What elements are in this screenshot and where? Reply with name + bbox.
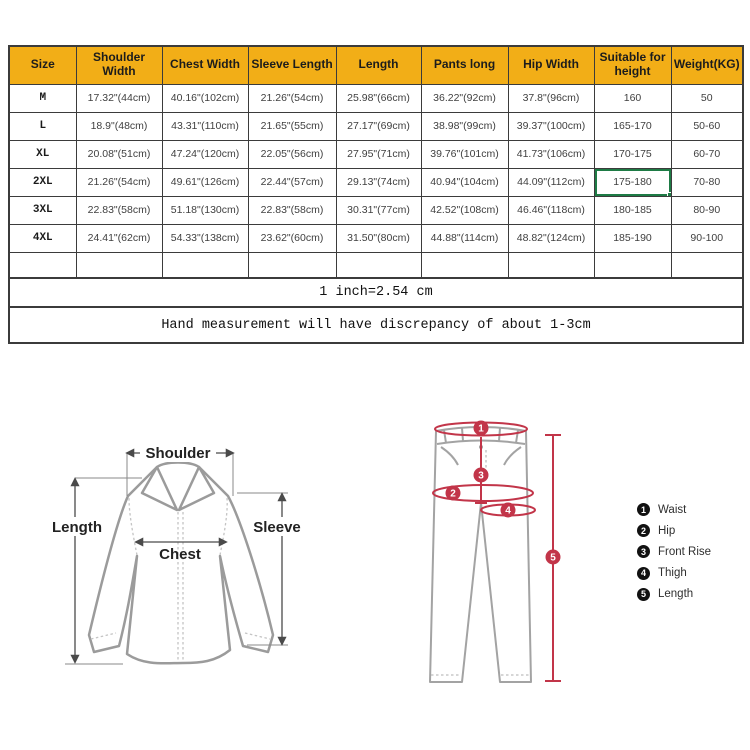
chest-label: Chest <box>159 546 201 563</box>
size-label: M <box>9 84 76 112</box>
measurement-cell: 50 <box>671 84 743 112</box>
measurement-cell: 165-170 <box>594 112 671 140</box>
size-label: 4XL <box>9 224 76 252</box>
header-shoulder-width: Shoulder Width <box>76 46 162 84</box>
legend-label: Waist <box>658 503 687 516</box>
measurement-cell: 29.13"(74cm) <box>336 168 421 196</box>
waist-marker: 1 <box>478 423 484 435</box>
measurement-cell: 50-60 <box>671 112 743 140</box>
measurement-cell: 160 <box>594 84 671 112</box>
table-row-4xl <box>9 224 743 252</box>
measurement-cell: 43.31"(110cm) <box>162 112 248 140</box>
measurement-cell: 39.37"(100cm) <box>508 112 594 140</box>
measurement-cell: 18.9"(48cm) <box>76 112 162 140</box>
table-row-m <box>9 84 743 112</box>
measurement-cell: 90-100 <box>671 224 743 252</box>
measurement-cell: 25.98"(66cm) <box>336 84 421 112</box>
measurement-cell: 185-190 <box>594 224 671 252</box>
size-label: 2XL <box>9 168 76 196</box>
header-size: Size <box>9 46 76 84</box>
legend-item-hip <box>637 524 711 537</box>
header-hip-width: Hip Width <box>508 46 594 84</box>
measurement-cell: 44.88"(114cm) <box>421 224 508 252</box>
measurement-cell: 70-80 <box>671 168 743 196</box>
measurement-cell: 40.16"(102cm) <box>162 84 248 112</box>
measurement-cell: 17.32"(44cm) <box>76 84 162 112</box>
legend-item-length <box>637 588 711 601</box>
legend-label: Front Rise <box>658 545 712 558</box>
measurement-cell: 24.41"(62cm) <box>76 224 162 252</box>
legend-number-badge: 4 <box>637 567 650 580</box>
measurement-cell: 37.8"(96cm) <box>508 84 594 112</box>
length-marker: 5 <box>550 552 556 564</box>
measurement-cell: 170-175 <box>594 140 671 168</box>
measurement-cell: 22.44"(57cm) <box>248 168 336 196</box>
empty-cell <box>336 252 421 278</box>
measurement-cell: 20.08"(51cm) <box>76 140 162 168</box>
empty-cell <box>248 252 336 278</box>
measurement-cell: 47.24"(120cm) <box>162 140 248 168</box>
legend-label: Length <box>658 588 694 601</box>
measurement-cell: 51.18"(130cm) <box>162 196 248 224</box>
legend-item-front-rise <box>637 545 711 558</box>
note-inch-text: 1 inch=2.54 cm <box>9 278 743 307</box>
measurement-cell: 42.52"(108cm) <box>421 196 508 224</box>
header-chest-width: Chest Width <box>162 46 248 84</box>
selection-fill-handle <box>667 192 672 197</box>
measurement-cell: 180-185 <box>594 196 671 224</box>
legend-number-badge: 3 <box>637 545 650 558</box>
table-row-2xl <box>9 168 743 196</box>
shoulder-label: Shoulder <box>145 445 211 462</box>
legend-item-waist <box>637 503 711 516</box>
measurement-cell: 41.73"(106cm) <box>508 140 594 168</box>
header-length: Length <box>336 46 421 84</box>
header-weight: Weight(KG) <box>671 46 743 84</box>
header-sleeve-length: Sleeve Length <box>248 46 336 84</box>
hip-marker: 2 <box>450 488 456 500</box>
measurement-cell: 31.50"(80cm) <box>336 224 421 252</box>
size-label: 3XL <box>9 196 76 224</box>
measurement-cell: 22.05"(56cm) <box>248 140 336 168</box>
measurement-cell: 39.76"(101cm) <box>421 140 508 168</box>
measurement-cell: 21.26"(54cm) <box>248 84 336 112</box>
empty-cell <box>671 252 743 278</box>
shirt-diagram <box>30 400 330 700</box>
legend-number-badge: 2 <box>637 524 650 537</box>
legend-number-badge: 1 <box>637 503 650 516</box>
measurement-cell: 21.26"(54cm) <box>76 168 162 196</box>
note-measure-text: Hand measurement will have discrepancy of about 1-3cm <box>9 307 743 343</box>
measurement-cell: 22.83"(58cm) <box>76 196 162 224</box>
measurement-cell: 38.98"(99cm) <box>421 112 508 140</box>
front-rise-marker: 3 <box>478 470 484 482</box>
table-header-row <box>9 46 743 84</box>
measurement-cell: 49.61"(126cm) <box>162 168 248 196</box>
empty-cell <box>9 252 76 278</box>
table-row-l <box>9 112 743 140</box>
empty-cell <box>508 252 594 278</box>
empty-row <box>9 252 743 278</box>
selected-cell: 175-180 <box>594 168 671 196</box>
empty-cell <box>594 252 671 278</box>
size-label: XL <box>9 140 76 168</box>
thigh-marker: 4 <box>505 505 511 517</box>
note-measure-row <box>9 307 743 343</box>
measurement-cell: 23.62"(60cm) <box>248 224 336 252</box>
legend-item-thigh <box>637 567 711 580</box>
measurement-cell: 30.31"(77cm) <box>336 196 421 224</box>
empty-cell <box>76 252 162 278</box>
empty-cell <box>421 252 508 278</box>
measurement-cell: 46.46"(118cm) <box>508 196 594 224</box>
measurement-cell: 27.17"(69cm) <box>336 112 421 140</box>
table-row-3xl <box>9 196 743 224</box>
sleeve-label: Sleeve <box>253 519 301 536</box>
size-label: L <box>9 112 76 140</box>
measurement-cell: 80-90 <box>671 196 743 224</box>
measurement-cell: 48.82"(124cm) <box>508 224 594 252</box>
measurement-cell: 54.33"(138cm) <box>162 224 248 252</box>
measurement-cell: 21.65"(55cm) <box>248 112 336 140</box>
legend-number-badge: 5 <box>637 588 650 601</box>
length-label: Length <box>52 519 102 536</box>
pants-legend <box>637 503 711 609</box>
legend-label: Hip <box>658 524 676 537</box>
size-table <box>8 45 744 344</box>
measurement-cell: 36.22"(92cm) <box>421 84 508 112</box>
measurement-cell: 44.09"(112cm) <box>508 168 594 196</box>
measurement-cell: 40.94"(104cm) <box>421 168 508 196</box>
measurement-cell: 22.83"(58cm) <box>248 196 336 224</box>
header-suitable-height: Suitable for height <box>594 46 671 84</box>
legend-label: Thigh <box>658 567 687 580</box>
measurement-cell: 60-70 <box>671 140 743 168</box>
note-inch-row <box>9 278 743 307</box>
empty-cell <box>162 252 248 278</box>
header-pants-long: Pants long <box>421 46 508 84</box>
measurement-cell: 27.95"(71cm) <box>336 140 421 168</box>
table-row-xl <box>9 140 743 168</box>
